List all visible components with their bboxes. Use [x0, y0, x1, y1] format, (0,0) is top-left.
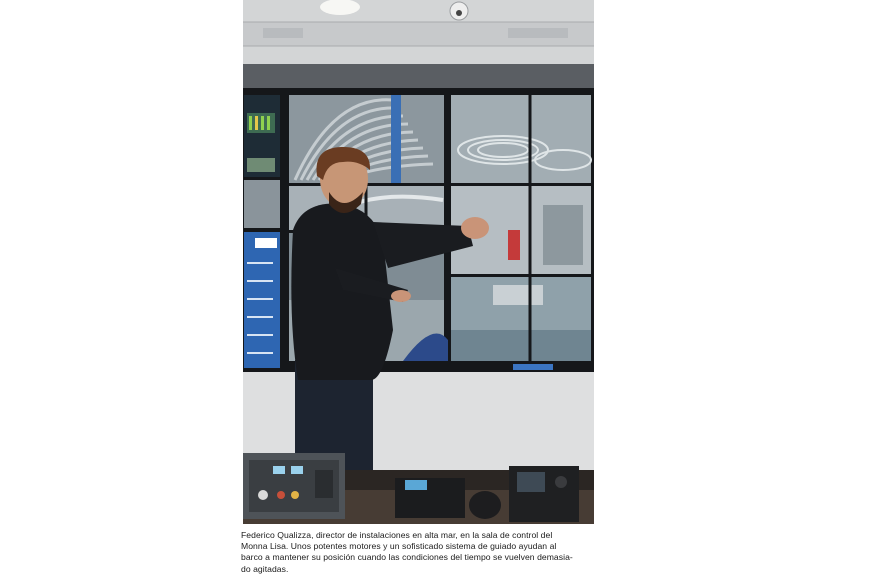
control-room-photo — [243, 0, 594, 524]
photo-caption — [241, 530, 661, 575]
caption-line: Monna Lisa. Unos potentes motores y un sofisticado sistema de guiado ayudan al — [241, 541, 557, 552]
caption-line: barco a mantener su posición cuando las condiciones del tiempo se vuelven demasia- — [241, 552, 573, 563]
caption-line: Federico Qualizza, director de instalaciones en alta mar, en la sala de control del — [241, 530, 553, 540]
caption-line: do agitadas. — [241, 563, 289, 574]
